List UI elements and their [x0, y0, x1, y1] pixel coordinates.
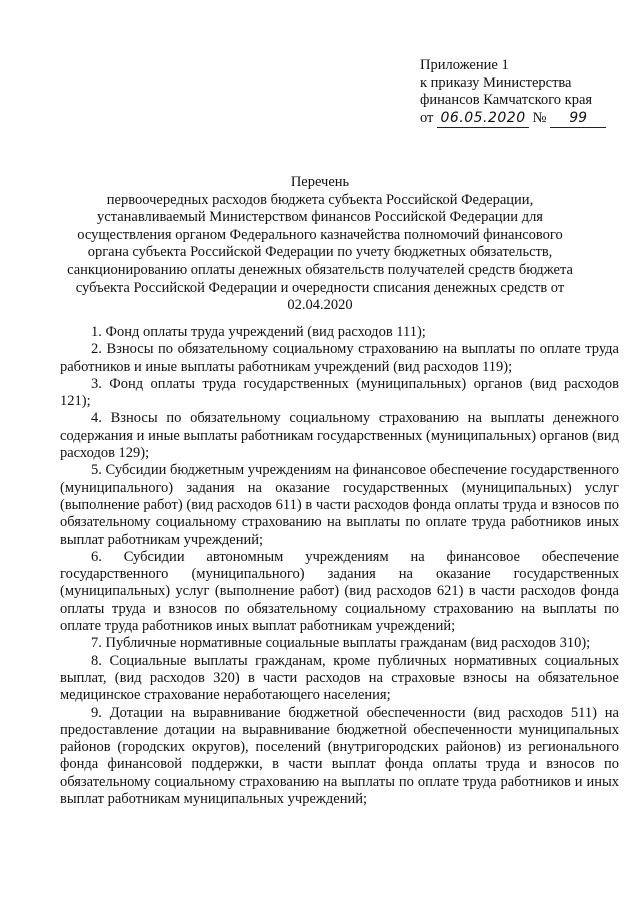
heading-line: осуществления органом Федерального казначейства полномочий финансового: [77, 226, 563, 243]
heading-line: устанавливаемый Министерством финансов Российской Федерации для: [97, 209, 543, 226]
heading-title: Перечень: [290, 174, 350, 190]
appendix-ministry: финансов Камчатского края: [420, 92, 593, 108]
list-item: 9. Дотации на выравнивание бюджетной обеспеченности (вид расходов 511) на предоставление дотации на выравнивание бюджетной обеспеченности муниципальных районов (городских округов), поселений (внутригородских районов) из регионального фонда финансовой поддержки, в части выплат фонда оплаты труда и взносов по обязательному социальному страхованию на выплаты по оплате труда работников и иных выплат работникам муниципальных учреждений;: [60, 704, 619, 808]
date-prefix: от: [420, 109, 434, 126]
appendix-date-line: [420, 110, 630, 129]
number-sign: №: [532, 109, 547, 126]
list-item: 1. Фонд оплаты труда учреждений (вид расходов 111);: [91, 324, 426, 340]
list-item: 6. Субсидии автономным учреждениям на финансовое обеспечение государственного (муниципального) задания на оказание государственных (муниципальных) услуг (выполнение работ) (вид расходов 621) в части расходов фонда оплаты труда и взносов по обязательному социальному страхованию на выплаты по оплате труда работников иных выплат работникам учреждений;: [60, 548, 619, 635]
appendix-block: [420, 57, 630, 128]
heading-line: первоочередных расходов бюджета субъекта Российской Федерации,: [106, 191, 534, 208]
handwritten-number: 99: [550, 110, 606, 129]
list-item: 5. Субсидии бюджетным учреждениям на финансовое обеспечение государственного (муниципального) задания на оказание государственных (муниципальных) услуг (выполнение работ) (вид расходов 611) в части расходов фонда оплаты труда и взносов по обязательному социальному страхованию на выплаты по оплате труда работников иных выплат работникам учреждений;: [60, 462, 619, 548]
document-heading: [60, 174, 580, 315]
appendix-order-ref: к приказу Министерства: [420, 74, 572, 91]
appendix-title: Приложение 1: [420, 57, 509, 73]
heading-line: санкционированию оплаты денежных обязательств получателей средств бюджета: [67, 261, 573, 278]
heading-line: субъекта Российской Федерации и очередности списания денежных средств от: [75, 279, 565, 296]
handwritten-date: 06.05.2020: [437, 110, 529, 129]
document-body: [60, 324, 619, 808]
heading-line: 02.04.2020: [287, 297, 353, 314]
list-item: 4. Взносы по обязательному социальному страхованию на выплаты денежного содержания и иные выплаты работникам государственных (муниципальных) органов (вид расходов 129);: [60, 410, 619, 462]
list-item: 7. Публичные нормативные социальные выплаты гражданам (вид расходов 310);: [91, 635, 591, 652]
list-item: 2. Взносы по обязательному социальному страхованию на выплаты по оплате труда работников и иные выплаты работникам учреждений (вид расходов 119);: [60, 341, 619, 375]
list-item: 8. Социальные выплаты гражданам, кроме публичных нормативных социальных выплат, (вид расходов 320) в части расходов на страховые взносы на обязательное медицинское страхование неработающего населения;: [60, 652, 619, 704]
list-item: 3. Фонд оплаты труда государственных (муниципальных) органов (вид расходов 121);: [60, 375, 619, 410]
heading-line: органа субъекта Российской Федерации по учету бюджетных обязательств,: [87, 244, 553, 261]
